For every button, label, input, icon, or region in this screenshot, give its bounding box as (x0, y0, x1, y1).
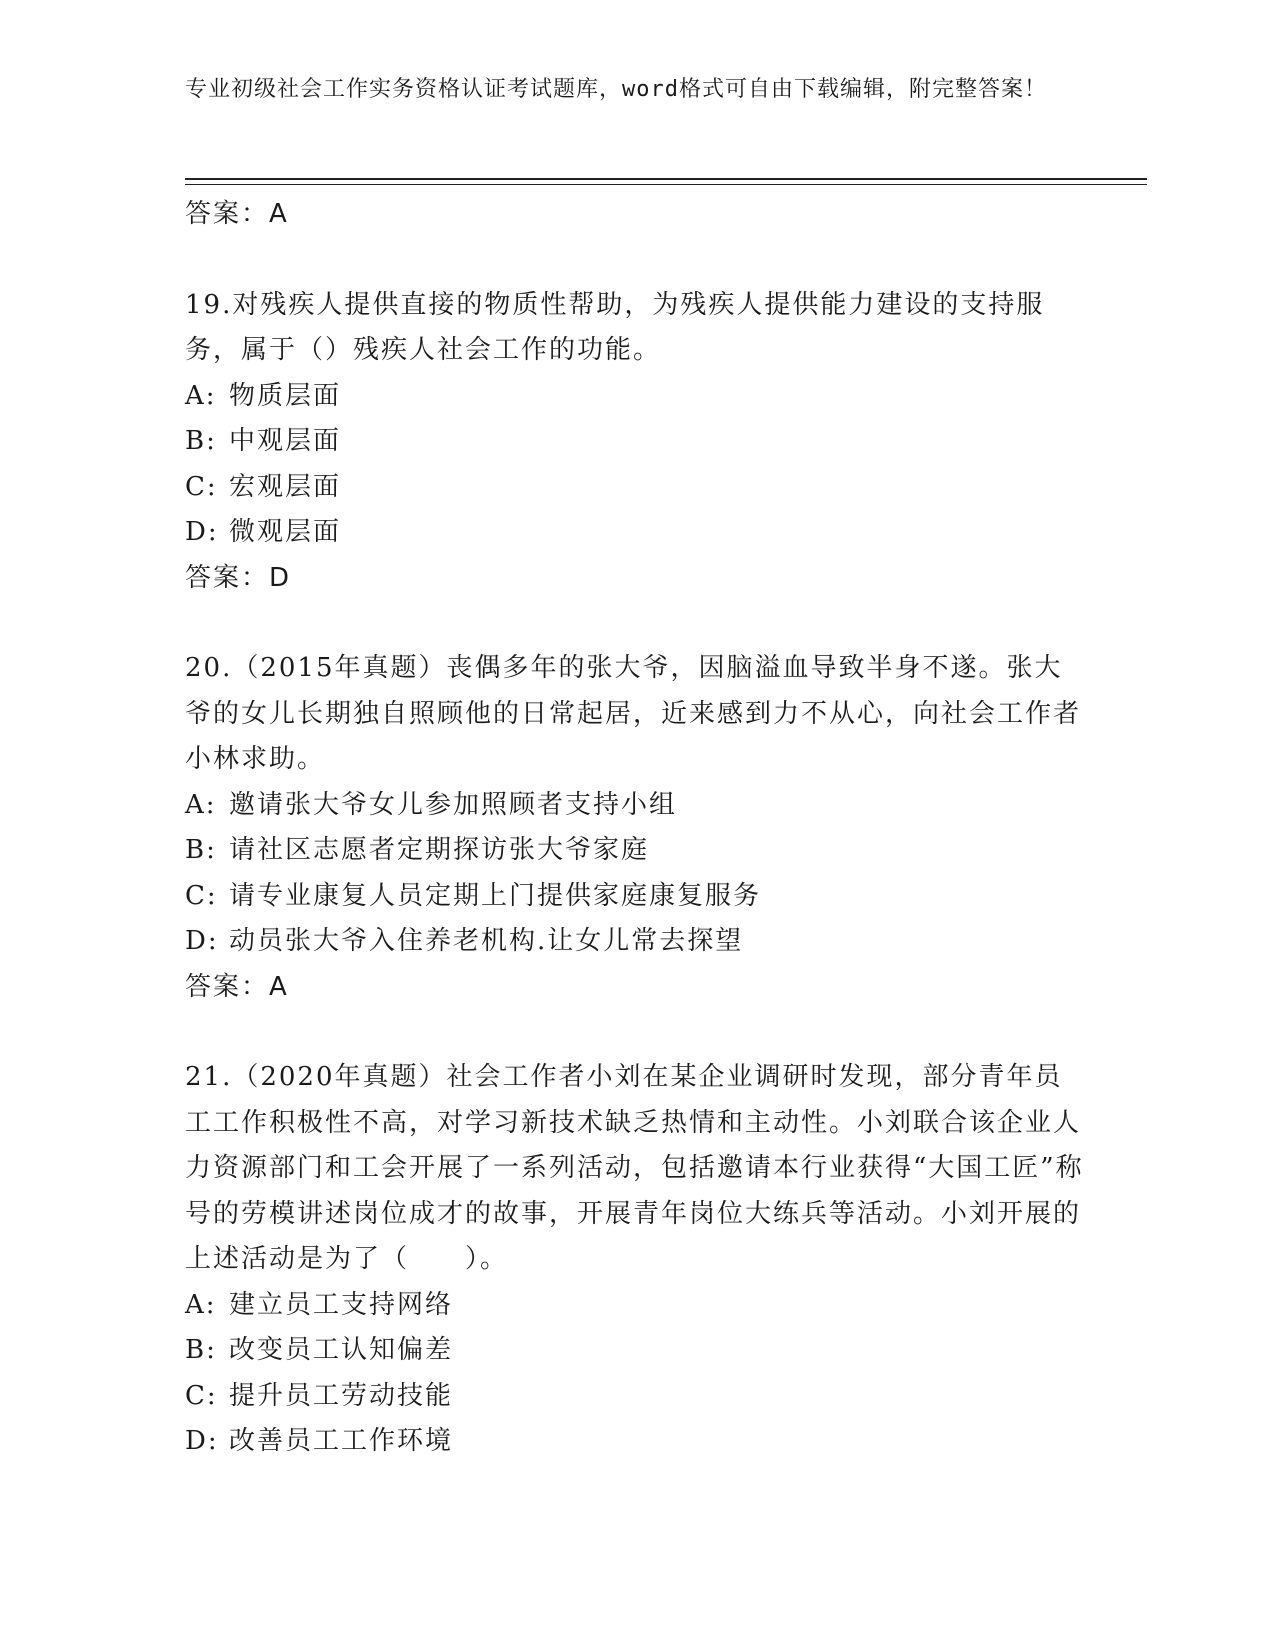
option-letter: C: (185, 471, 218, 502)
question-stem: 19.对残疾人提供直接的物质性帮助，为残疾人提供能力建设的支持服务，属于（）残疾人社会工作的功能。 (185, 289, 1045, 365)
page-header: 专业初级社会工作实务资格认证考试题库，word格式可自由下载编辑，附完整答案！ (185, 77, 1047, 102)
option-d (185, 1419, 1085, 1465)
option-a (185, 783, 1085, 829)
option-letter: B: (185, 1335, 217, 1365)
answer-line: 答案：A (185, 971, 289, 1002)
question-20 (185, 601, 1085, 1010)
option-letter: D: (185, 926, 219, 956)
option-letter: C: (185, 1380, 218, 1411)
option-c (185, 874, 1085, 920)
question-19 (185, 238, 1085, 602)
option-letter: A: (185, 789, 217, 820)
option-d (185, 510, 1085, 556)
option-a (185, 1283, 1085, 1329)
option-letter: C: (185, 880, 218, 911)
option-text: 动员张大爷入住养老机构.让女儿常去探望 (229, 926, 744, 956)
option-c (185, 1374, 1085, 1420)
option-text: 微观层面 (229, 517, 342, 547)
option-b (185, 1328, 1085, 1374)
option-letter: B: (185, 835, 217, 865)
option-b (185, 419, 1085, 465)
option-text: 提升员工劳动技能 (229, 1380, 454, 1411)
option-letter: B: (185, 426, 217, 456)
option-text: 宏观层面 (229, 471, 342, 502)
option-b (185, 828, 1085, 874)
option-letter: D: (185, 1426, 219, 1456)
option-letter: D: (185, 517, 219, 547)
question-stem: 20.（2015年真题）丧偶多年的张大爷，因脑溢血导致半身不遂。张大爷的女儿长期独自照顾他的日常起居，近来感到力不从心，向社会工作者小林求助。 (185, 653, 1082, 774)
option-text: 中观层面 (229, 426, 342, 456)
option-letter: A: (185, 380, 217, 411)
question-content (185, 192, 1085, 1465)
option-letter: A: (185, 1289, 217, 1320)
option-text: 建立员工支持网络 (229, 1289, 454, 1320)
header-rule-thin (185, 184, 1147, 185)
option-d (185, 919, 1085, 965)
option-c (185, 465, 1085, 511)
previous-answer: 答案：A (185, 199, 289, 229)
option-text: 邀请张大爷女儿参加照顾者支持小组 (229, 789, 678, 820)
option-text: 改善员工工作环境 (229, 1426, 454, 1456)
question-stem: 21.（2020年真题）社会工作者小刘在某企业调研时发现，部分青年员工工作积极性不高，对学习新技术缺乏热情和主动性。小刘联合该企业人力资源部门和工会开展了一系列活动，包括邀请本行业获得“大国工匠”称号的劳模讲述岗位成才的故事，开展青年岗位大练兵等活动。小刘开展的上述活动是为了（ ）。 (185, 1062, 1084, 1274)
option-text: 请社区志愿者定期探访张大爷家庭 (229, 835, 650, 865)
option-text: 请专业康复人员定期上门提供家庭康复服务 (229, 880, 762, 911)
question-21 (185, 1010, 1085, 1465)
answer-line: 答案：D (185, 562, 292, 593)
option-text: 改变员工认知偏差 (229, 1335, 454, 1365)
option-text: 物质层面 (229, 380, 342, 411)
option-a (185, 374, 1085, 420)
header-rule-thick (185, 178, 1147, 180)
